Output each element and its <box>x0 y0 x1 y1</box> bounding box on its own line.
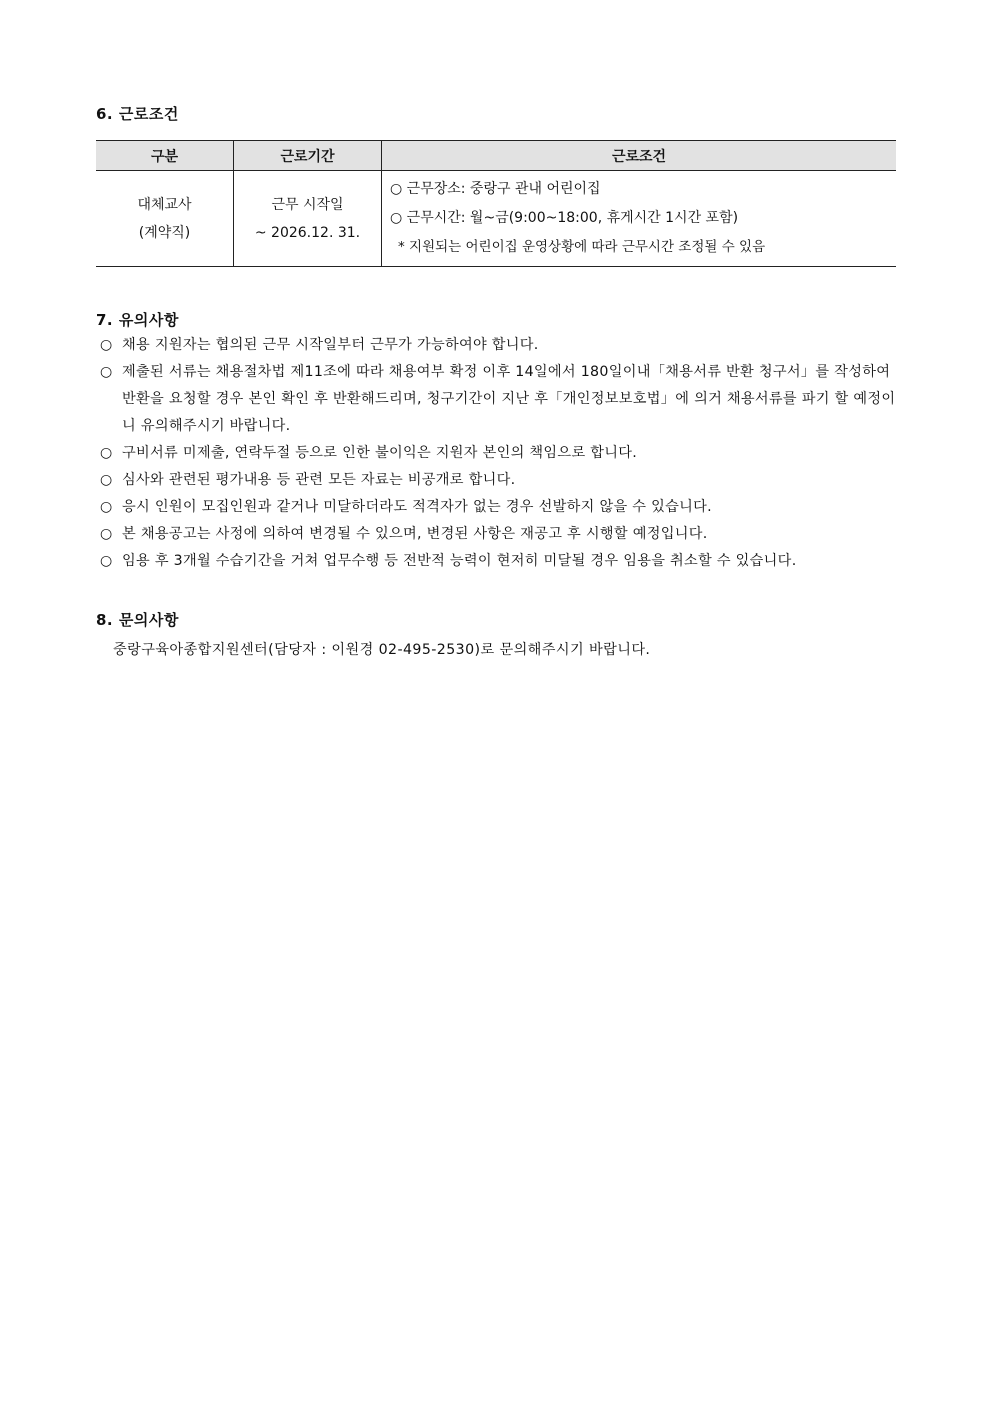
period-line-1: 근무 시작일 <box>271 196 344 213</box>
condition-bullet: ○ <box>390 210 403 226</box>
list-item-text: 응시 인원이 모집인원과 같거나 미달하더라도 적격자가 없는 경우 선발하지 않을 수 있습니다. <box>122 499 712 515</box>
list-bullet: ○ <box>100 499 113 515</box>
header-category: 구분 <box>96 141 234 171</box>
header-conditions: 근로조건 <box>382 141 897 171</box>
section-8-title: 8. 문의사항 <box>96 611 179 629</box>
period-cell <box>234 171 382 267</box>
list-item <box>100 467 900 494</box>
list-item <box>100 521 900 548</box>
list-item <box>100 548 900 575</box>
list-bullet: ○ <box>100 553 113 569</box>
list-item-text: 심사와 관련된 평가내용 등 관련 모든 자료는 비공개로 합니다. <box>122 472 516 488</box>
list-item <box>100 359 900 440</box>
category-cell <box>96 171 234 267</box>
list-item-text: 제출된 서류는 채용절차법 제11조에 따라 채용여부 확정 이후 14일에서 180일이내「채용서류 반환 청구서」를 작성하여 반환을 요청할 경우 본인 확인 후 반환해드리며, 청구기간이 지난 후「개인정보보호법」에 의거 채용서류를 파기 할 예정이니 유의해주시기 바랍니다. <box>122 364 896 434</box>
list-bullet: ○ <box>100 472 113 488</box>
category-line-2: (계약직) <box>138 224 191 241</box>
list-bullet: ○ <box>100 364 113 380</box>
table-header-row <box>96 141 896 171</box>
list-bullet: ○ <box>100 337 113 353</box>
section-7-title: 7. 유의사항 <box>96 311 179 329</box>
list-item-text: 임용 후 3개월 수습기간을 거쳐 업무수행 등 전반적 능력이 현저히 미달될 경우 임용을 취소할 수 있습니다. <box>122 553 797 569</box>
condition-text: 근무시간: 월~금(9:00~18:00, 휴게시간 1시간 포함) <box>406 210 739 226</box>
list-item-text: 구비서류 미제출, 연락두절 등으로 인한 불이익은 지원자 본인의 책임으로 합니다. <box>122 445 638 461</box>
condition-bullet: ○ <box>390 181 403 197</box>
list-item <box>100 440 900 467</box>
condition-text: 근무장소: 중랑구 관내 어린이집 <box>406 181 601 197</box>
period-line-2: ~ 2026.12. 31. <box>254 224 361 241</box>
category-line-1: 대체교사 <box>137 196 192 213</box>
list-bullet: ○ <box>100 445 113 461</box>
section-6-title: 6. 근로조건 <box>96 105 179 123</box>
working-conditions-table <box>96 140 896 267</box>
header-period: 근로기간 <box>234 141 382 171</box>
table-row <box>96 171 896 267</box>
list-item <box>100 494 900 521</box>
condition-item <box>390 175 896 204</box>
condition-item <box>390 204 896 233</box>
list-item-text: 채용 지원자는 협의된 근무 시작일부터 근무가 가능하여야 합니다. <box>122 337 539 353</box>
list-item-text: 본 채용공고는 사정에 의하여 변경될 수 있으며, 변경된 사항은 재공고 후 시행할 예정입니다. <box>122 526 708 542</box>
contact-info: 중랑구육아종합지원센터(담당자 : 이원경 02-495-2530)로 문의해주시기 바랍니다. <box>113 642 651 658</box>
notes-list <box>100 332 900 575</box>
list-item <box>100 332 900 359</box>
conditions-cell <box>382 171 897 267</box>
list-bullet: ○ <box>100 526 113 542</box>
condition-note: * 지원되는 어린이집 운영상황에 따라 근무시간 조정될 수 있음 <box>398 239 766 255</box>
